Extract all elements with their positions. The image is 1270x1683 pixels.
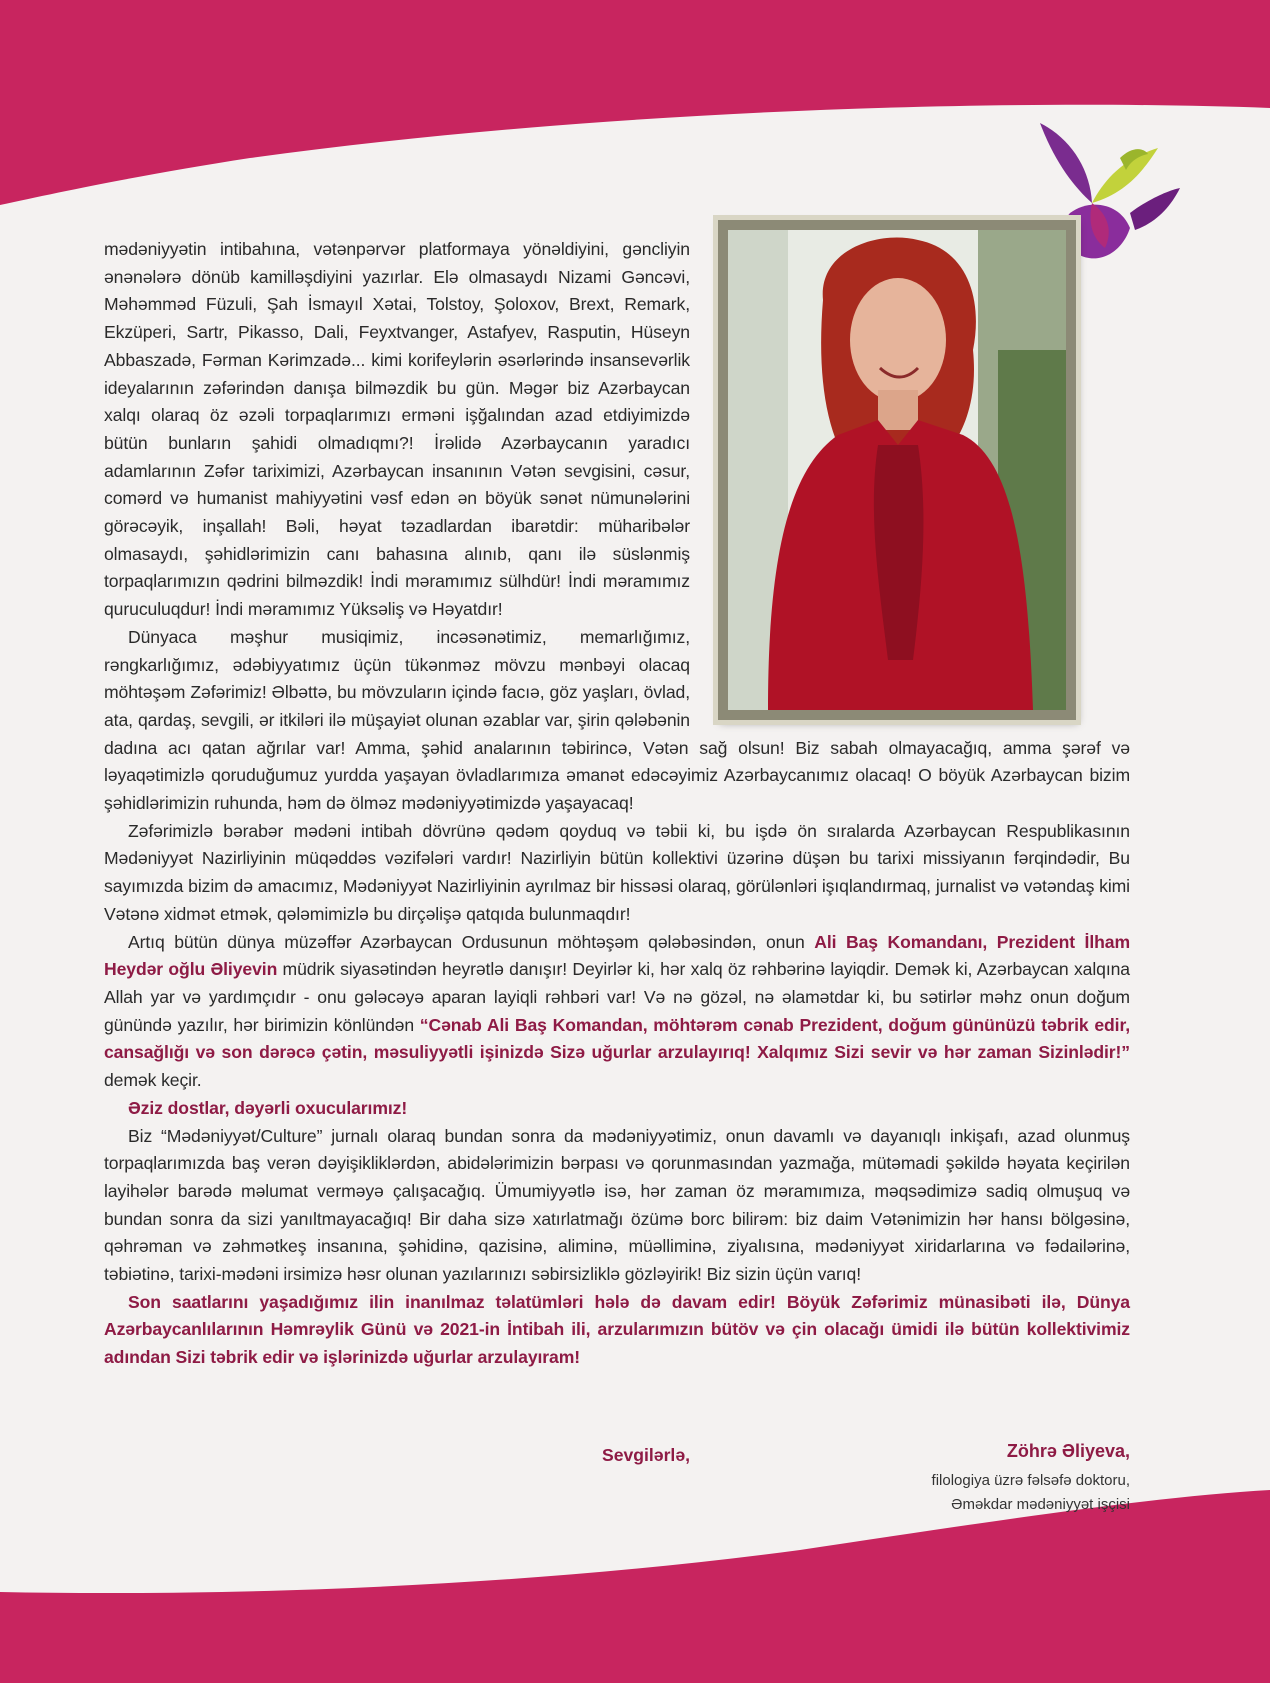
emphasis-text: Əziz dostlar, dəyərli oxucularımız!	[128, 1097, 408, 1118]
emphasis-text: Ali Baş Komandanı, Prezident İlham Heydər oğlu Əliyevin	[104, 931, 1130, 980]
paragraph-text: Zəfərimizlə bərabər mədəni intibah dövrünə qədəm qoyduq və təbii ki, bu işdə ön sıralarda Azərbaycan Respublikasının Mədəniyyət Nazirliyinin müqəddəs vəzifələri vardır! Nazirliyin bütün kollektivi üzərinə düşən bu tarixi missiyanın fərqindədir, Bu sayımızda bizim də amacımız, Mədəniyyət Nazirliyinin ayrılmaz bir hissəsi olaraq, görülənləri işıqlandırmaq, jurnalist və vətəndaş kimi Vətənə xidmət etmək, qələmimizlə bu dirçəlişə qatqıda bulunmaqdır!	[104, 820, 1130, 924]
author-title-2: Əməkdar mədəniyyət işçisi	[951, 1496, 1130, 1513]
paragraph-text: müdrik siyasətindən heyrətlə danışır! Deyirlər ki, hər xalq öz rəhbərinə layiqdir. Demək ki, Azərbaycan xalqına Allah yar və yardımçıdır - onu gələcəyə aparan layiqli rəhbəri var! Və nə gözəl, nə əlamətdar ki, bu sətirlər məhz onun doğum günündə yazılır, hər birimizin könlündən	[104, 959, 1130, 1035]
paragraph-text: mədəniyyətin intibahına, vətənpərvər platformaya yönəldiyini, gəncliyin ənənələrə dönüb kamilləşdiyini yazırlar. Elə olmasaydı Nizami Gəncəvi, Məhəmməd Füzuli, Şah İsmayıl Xətai, Tolstoy, Şoloxov, Brext, Remark, Ekzüperi, Sartr, Pikasso, Dali, Feyxtvanger, Astafyev, Rasputin, Hüseyn Abbaszadə, Fərman Kərimzadə... kimi korifeylərin əsərlərində insansevərlik ideyalarının zəfərindən danışa bilməzdik bu gün. Məgər biz Azərbaycan xalqı olaraq öz əzəli torpaqlarımızı erməni işğalından azad etdiyimizdə bütün bunların şahidi olmadıqmı?! İrəlidə Azərbaycanın yaradıcı adamlarının Zəfər tariximizi, Azərbaycan insanının Vətən sevgisini, cəsur, comərd və humanist mahiyyətini vəsf edən ən böyük sənət nümunələrini görəcəyik, inşallah! Bəli, həyat təzadlardan ibarətdir: müharibələr olmasaydı, şəhidlərimizin canı bahasına alınıb, qanı ilə süslənmiş torpaqlarımızın qədrini bilməzdik! İndi məramımız sülhdür! İndi məramımız quruculuqdur! İndi məramımız Yüksəliş və Həyatdır!	[104, 239, 690, 620]
bottom-wave-band	[0, 1490, 1270, 1683]
author-name: Zöhrə Əliyeva,	[1006, 1441, 1130, 1461]
paragraph	[104, 929, 1130, 1095]
paragraph	[104, 818, 1130, 929]
paragraph	[104, 1123, 1130, 1289]
paragraph-text: Artıq bütün dünya müzəffər Azərbaycan Ordusunun möhtəşəm qələbəsindən, onun	[128, 931, 815, 952]
photo-float-spacer	[704, 232, 1150, 732]
paragraph	[104, 1095, 1130, 1123]
paragraph-text: Dünyaca məşhur musiqimiz, incəsənətimiz, memarlığımız, rəngkarlığımız, ədəbiyyatımız üçün tükənməz mövzu mənbəyi olacaq möhtəşəm Zəfərimiz! Əlbəttə, bu mövzuların içində facıə, göz yaşları, övlad, ata, qardaş, sevgili, ər itkiləri ilə müşayiət olunan əzablar var, şirin qələbənin dadına acı qatan ağrılar var! Amma, şəhid analarının təbirincə, Vətən sağ olsun! Biz sabah olmayacağıq, amma şərəf və ləyaqətimizlə qoruduğumuz yurdda yaşayan övladlarımıza əmanət edəcəyimiz Azərbaycanımız olacaq! O böyük Azərbaycan bizim şəhidlərimizin ruhunda, həm də ölməz mədəniyyətimizdə yaşayacaq!	[104, 626, 1130, 814]
article-body	[104, 236, 1130, 1372]
paragraph-text: demək keçir.	[104, 1070, 202, 1091]
paragraph-text: Biz “Mədəniyyət/Culture” jurnalı olaraq bundan sonra da mədəniyyətimiz, onun davamlı və dayanıqlı inkişafı, azad olunmuş torpaqlarımızda baş verən dəyişikliklərdən, abidələrimizin bərpası və qorunmasından yazmağa, mütəmadi şəkildə həyata keçirilən layihələr barədə məlumat verməyə çalışacağıq. Ümumiyyətlə isə, hər zaman öz məramımıza, məqsədimizə sadiq olmuşuq və bundan sonra da sizi yanıltmayacağıq! Bir daha sizə xatırlatmağı özümə borc bilirəm: biz daim Vətənimizin hər hansı bölgəsinə, qəhrəman və zəhmətkeş insanına, şəhidinə, qazisinə, aliminə, müəlliminə, ziyalısına, mədəniyyət xiridarlarına və fədailərinə, təbiətinə, tarixi-mədəni irsimizə həsr olunan yazılarınızı səbirsizliklə gözləyirik! Biz sizin üçün varıq!	[104, 1125, 1130, 1285]
emphasis-text: “Cənab Ali Baş Komandan, möhtərəm cənab Prezident, doğum gününüzü təbrik edir, cansağlığı və son dərəcə çətin, məsuliyyətli işinizdə Sizə uğurlar arzulayırıq! Xalqımız Sizi sevir və hər zaman Sizinlədir!”	[104, 1014, 1131, 1063]
emphasis-text: Son saatlarını yaşadığımız ilin inanılmaz təlatümləri hələ də davam edir! Böyük Zəfərimiz münasibəti ilə, Dünya Azərbaycanlılarının Həmrəylik Günü və 2021-in İntibah ili, arzularımızın bütöv və çin olacağı ümidi ilə bütün kollektivimiz adından Sizi təbrik edir və işlərinizdə uğurlar arzulayıram!	[104, 1291, 1130, 1368]
author-title-1: filologiya üzrə fəlsəfə doktoru,	[931, 1472, 1130, 1489]
paragraph	[104, 1289, 1130, 1372]
closing-greeting: Sevgilərlə,	[601, 1445, 690, 1465]
